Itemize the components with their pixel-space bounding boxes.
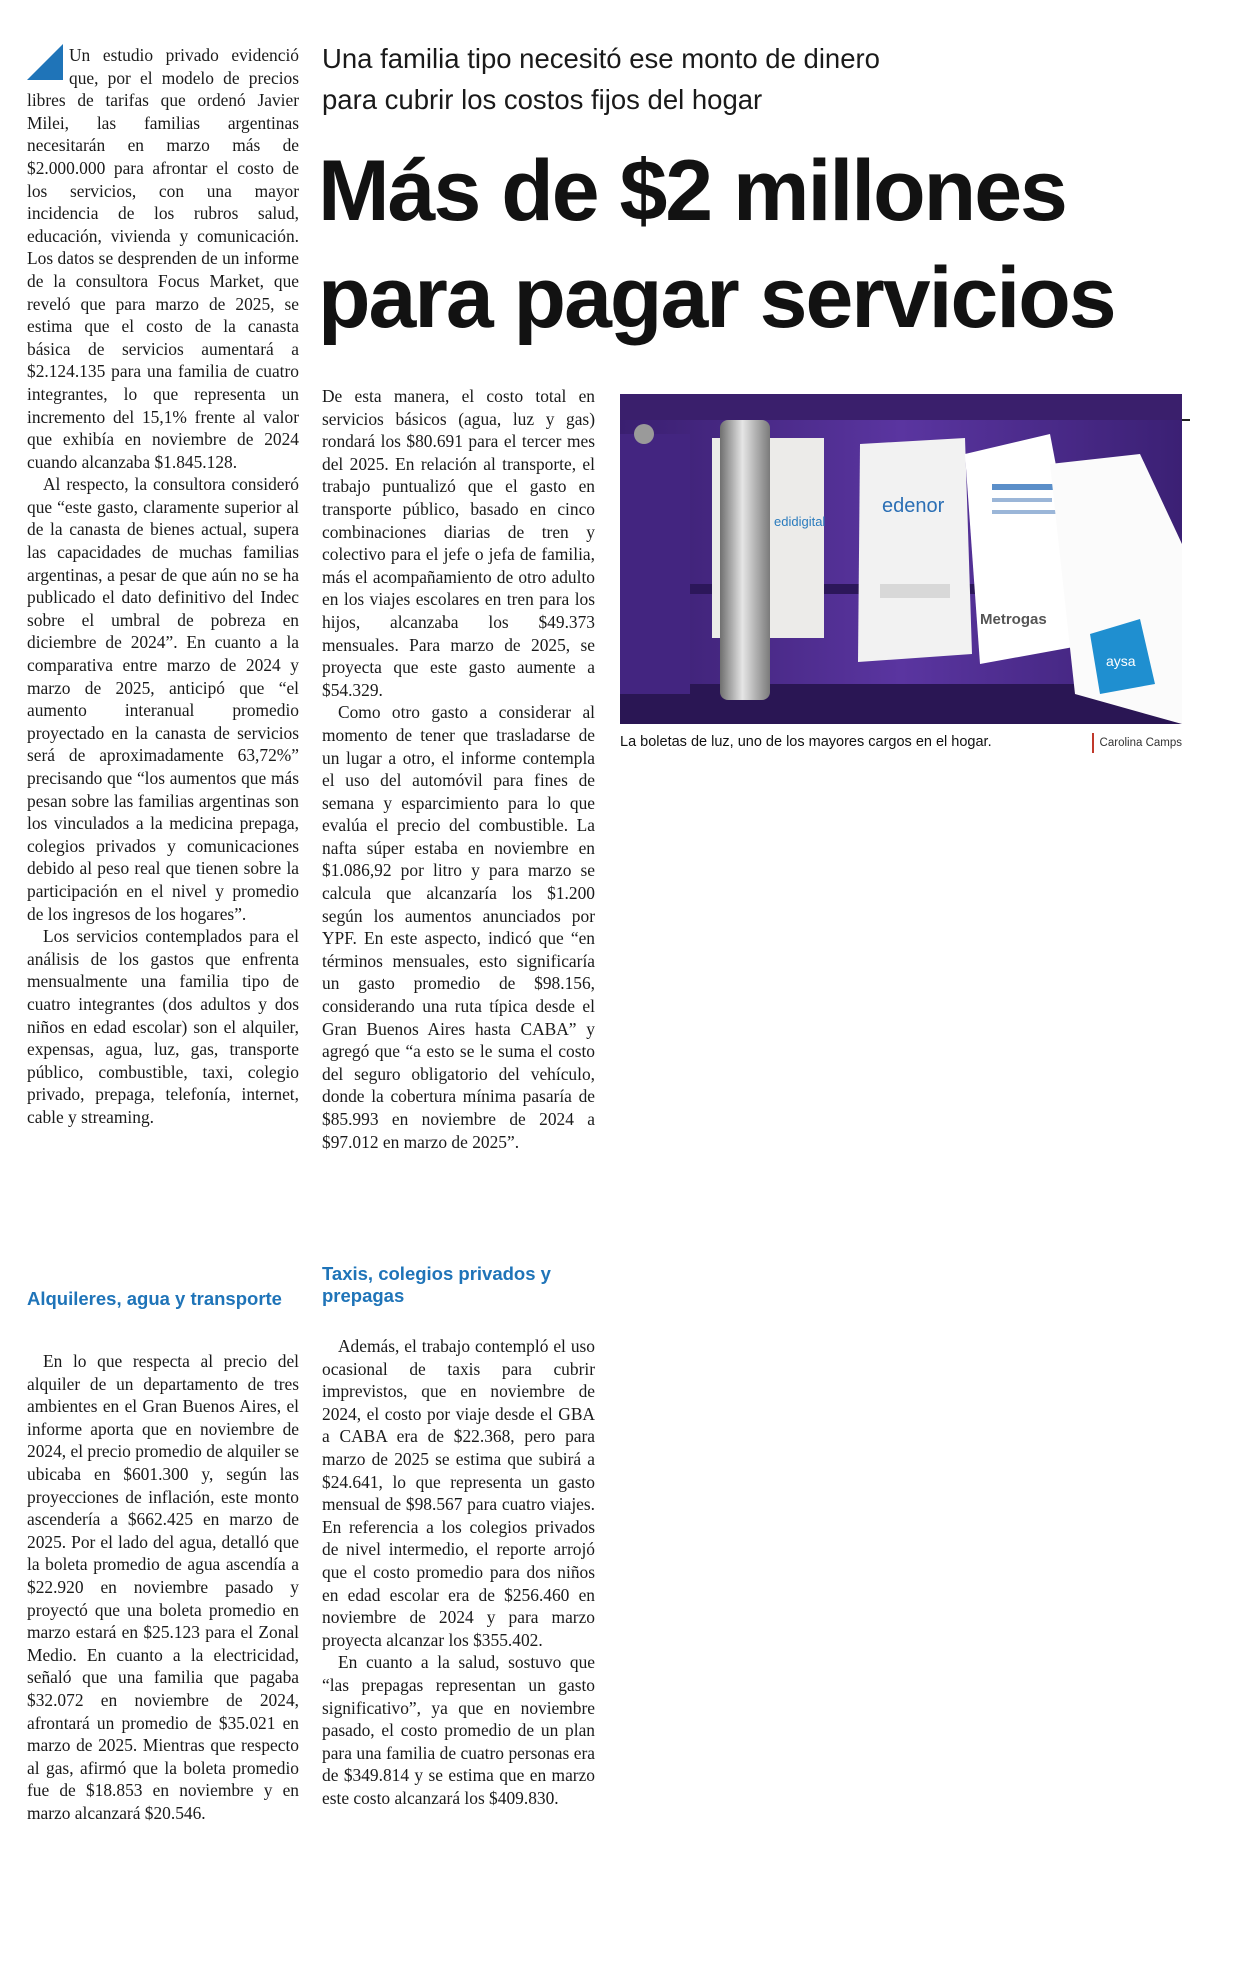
headline: Más de $2 millones para pagar servicios [318, 143, 1115, 346]
paragraph: De esta manera, el costo total en servicios básicos (agua, luz y gas) rondará los $80.691 para el tercer mes del 2025. En relación al transporte, el trabajo puntualizó que el gasto en transporte público, basado en cinco combinaciones diarias de tren y colectivo para el jefe o jefa de familia, más el acompañamiento de otro adulto en los viajes escolares en tren para los hijos, alcanzaba los $49.373 mensuales. Para marzo de 2025, se proyecta que este gasto aumente a $54.329. [322, 386, 595, 700]
caption-text: La boletas de luz, uno de los mayores cargos en el hogar. [620, 734, 992, 750]
paragraph: Además, el trabajo contempló el uso ocasional de taxis para cubrir imprevistos, que en noviembre de 2024, el costo por viaje desde el GBA a CABA era de $22.368, pero para marzo de 2025 se estima que subirá a $24.641, lo que representa un gasto mensual de $98.567 para cuatro viajes. En referencia a los colegios privados de nivel intermedio, el reporte arrojó que el costo promedio para dos niños en edad escolar era de $256.460 en noviembre de 2024 y para marzo proyecta alcanzar los $355.402. [322, 1336, 595, 1650]
svg-text:edenor: edenor [882, 495, 945, 517]
paragraph: Al respecto, la consultora consideró que “este gasto, claramente superior al de la canasta de bienes actual, supera las capacidades de muchas familias argentinas, a pesar de que aún no se ha publicado el dato definitivo del Indec sobre el umbral de pobreza en diciembre de 2024”. En cuanto a la comparativa entre marzo de 2024 y marzo de 2025, anticipó que “el aumento interanual promedio proyectado en la canasta de servicios será de aproximadamente 63,72%” precisando que “los aumentos que más pesan sobre las familias argentinas son los vinculados a la medicina prepaga, colegios privados y comunicaciones debido al peso real que tienen sobre la participación en el nivel y promedio de los ingresos de los hogares”. [27, 474, 299, 924]
paragraph: Un estudio privado evidenció que, por el modelo de precios libres de tarifas que ordenó Javier Milei, las familias argentinas necesitarán en marzo más de $2.000.000 para afrontar el costo de los servicios, con una mayor incidencia de los rubros salud, educación, vivienda y comunicación. Los datos se desprenden de un informe de la consultora Focus Market, que reveló que para marzo de 2025, se estima que el costo de la canasta básica de servicios aumentará a $2.124.135 para una familia de cuatro integrantes, lo que representa un incremento del 15,1% frente al valor que exhibía en noviembre de 2024 cuando alcanzaba $1.845.128. [27, 45, 299, 472]
section-marker-icon [27, 44, 63, 80]
photo-caption [620, 732, 1182, 752]
kicker: Una familia tipo necesitó ese monto de dinero para cubrir los costos fijos del hogar [322, 43, 880, 115]
svg-text:Metrogas: Metrogas [980, 611, 1047, 628]
paragraph: Como otro gasto a considerar al momento de tener que trasladarse de un lugar a otro, el informe contempla el uso del automóvil para fines de semana y esparcimiento para lo que evalúa el precio del combustible. La nafta súper estaba en noviembre en $1.086,92 por litro y para marzo se calcula que alcanzaría los $1.200 según los aumentos anunciados por YPF. En este aspecto, indicó que “en términos mensuales, esto significaría un gasto promedio de $98.156, considerando una ruta típica desde el Gran Buenos Aires hasta CABA” y agregó que “a esto se le suma el costo del seguro obligatorio del vehículo, donde la cobertura mínima pasaría de $85.993 en noviembre de 2024 a $97.012 en marzo de 2025”. [322, 702, 595, 1152]
column-3 [322, 1335, 595, 1809]
paragraph: En cuanto a la salud, sostuvo que “las prepagas representan un gasto significativo”, ya que en noviembre pasado, el costo promedio de un plan para una familia de cuatro personas era de $349.814 y se estima que en marzo este costo alcanzará los $409.830. [322, 1652, 595, 1808]
subheading-taxis: Taxis, colegios privados y prepagas [322, 1263, 551, 1306]
svg-text:edidigital: edidigital [774, 514, 826, 529]
column-2 [322, 385, 595, 1153]
photo-illustration [620, 394, 1182, 724]
envelope-edenor [858, 438, 972, 662]
divider-tick [1182, 419, 1190, 421]
column-1-continued [27, 1350, 299, 1824]
door-handle [720, 420, 770, 700]
column-1 [27, 44, 299, 1129]
paragraph: En lo que respecta al precio del alquiler de un departamento de tres ambientes en el Gran Buenos Aires, el informe aporta que en noviembre de 2024, el precio promedio de alquiler se ubicaba en $601.300 y, según las proyecciones de inflación, este monto ascendería a $662.425 en marzo de 2025. Por el lado del agua, detalló que la boleta promedio de agua ascendía a $22.920 en noviembre pasado y proyectó que una boleta promedio en marzo estará en $25.123 para el Zonal Medio. En cuanto a la electricidad, señaló que una familia que pagaba $32.072 en noviembre de 2024, afrontará un promedio de $35.021 en marzo de 2025. Mientras que respecto al gas, afirmó que la boleta promedio fue de $18.853 en noviembre y en marzo alcanzará $20.546. [27, 1351, 299, 1823]
photo-bills-in-door [620, 394, 1182, 724]
subheading-alquileres: Alquileres, agua y transporte [27, 1288, 282, 1309]
photo-credit: Carolina Camps [1092, 733, 1182, 753]
paragraph: Los servicios contemplados para el análisis de los gastos que enfrenta mensualmente una familia tipo de cuatro integrantes (dos adultos y dos niños en edad escolar) son el alquiler, expensas, agua, luz, gas, transporte público, combustible, taxi, colegio privado, prepaga, telefonía, internet, cable y streaming. [27, 926, 299, 1127]
svg-text:aysa: aysa [1106, 653, 1136, 669]
